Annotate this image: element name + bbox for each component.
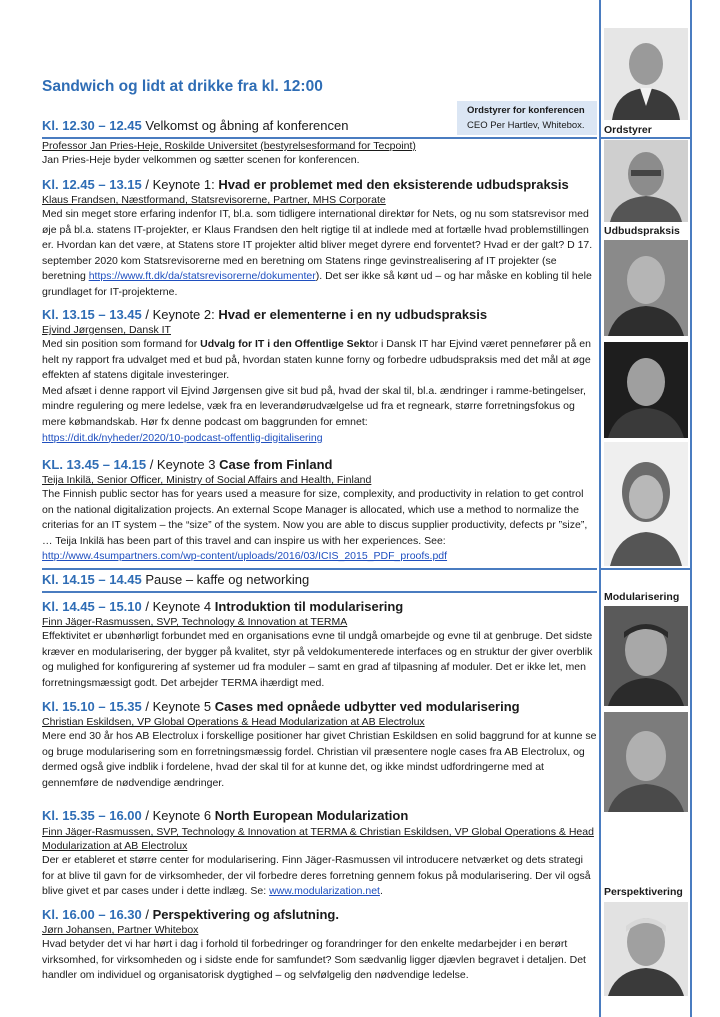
session-time: Kl. 16.00 – 16.30: [42, 907, 142, 922]
session-time: Kl. 12.30 – 12.45: [42, 118, 142, 133]
session-title: Hvad er elementerne i en ny udbudspraksis: [218, 307, 488, 322]
session-title: Introduktion til modularisering: [214, 599, 404, 614]
session-title: Cases med opnåede udbytter ved modularisering: [214, 699, 520, 714]
session-keynote-1: [42, 176, 597, 301]
sidebar-label-udbudspraksis: Udbudspraksis: [604, 225, 680, 237]
sidebar-divider: [599, 137, 690, 139]
sidebar-label-modularisering: Modularisering: [604, 591, 680, 603]
session-title: Velkomst og åbning af konferencen: [141, 118, 349, 133]
session-prefix: / Keynote 6: [141, 808, 215, 823]
moderator-name: CEO Per Hartlev, Whitebox.: [467, 120, 585, 131]
session-keynote-6: [42, 807, 597, 900]
session-keynote-4: [42, 598, 597, 691]
session-speaker: Jørn Johansen, Partner Whitebox: [42, 924, 199, 936]
session-closing: [42, 906, 597, 984]
sidebar-label-perspektivering: Perspektivering: [604, 886, 683, 898]
session-speaker: Klaus Frandsen, Næstformand, Statsrevisorerne, Partner, MHS Corporate: [42, 194, 386, 206]
session-title: North European Modularization: [214, 808, 409, 823]
session-prefix: / Keynote 3: [146, 457, 220, 472]
session-description: Mere end 30 år hos AB Electrolux i forskellige positioner har givet Christian Eskildsen en solid baggrund for at kunne se og bruge modularisering som en forretningsmæssig fordel. Christian vil præsentere nogle cases fra AB Electrolux, og dermed også give indblik i fordelene, hvad der skal til for at kunne det, og ikke mindst udfordringerne med at gennemføre de nødvendige ændringer.: [42, 730, 597, 789]
modularization-link[interactable]: www.modularization.net: [269, 885, 380, 898]
session-welcome: [42, 117, 597, 135]
session-speaker: Finn Jäger-Rasmussen, SVP, Technology & Innovation at TERMA & Christian Eskildsen, VP Global Operations & Head Modularization at AB Electrolux: [42, 826, 594, 852]
session-time: Kl. 13.15 – 13.45: [42, 307, 142, 322]
divider: [42, 137, 597, 139]
session-time: KL. 13.45 – 14.15: [42, 457, 147, 472]
portrait-keynote-3: [604, 442, 688, 566]
session-title: Hvad er problemet med den eksisterende udbudspraksis: [218, 177, 569, 192]
session-prefix: / Keynote 4: [141, 599, 215, 614]
session-speaker: Ejvind Jørgensen, Dansk IT: [42, 324, 171, 336]
session-title: Case from Finland: [219, 457, 333, 472]
portrait-moderator: [604, 28, 688, 120]
session-title: Perspektivering og afslutning.: [152, 907, 339, 922]
session-speaker: Christian Eskildsen, VP Global Operations & Head Modularization at AB Electrolux: [42, 716, 425, 728]
session-title: Pause – kaffe og networking: [141, 572, 310, 587]
lunch-heading: Sandwich og lidt at drikke fra kl. 12:00: [42, 78, 323, 95]
session-time: Kl. 15.10 – 15.35: [42, 699, 142, 714]
session-prefix: / Keynote 1:: [141, 177, 219, 192]
session-time: Kl. 15.35 – 16.00: [42, 808, 142, 823]
session-pause: [42, 571, 597, 589]
portrait-keynote-1: [604, 140, 688, 222]
session-keynote-3: [42, 456, 597, 565]
session-description: Effektivitet er ubønhørligt forbundet med en organisations evne til undgå omarbejde og evne til at genbruge. Det sidste kræver en modularisering, der bygger på kvalitet, styr på veldokumenterede interfaces og en struktur der giver overblik og mulighed for konfigurering af systemer ud fra moduler – samt en grad af tilpasning af moduler. Det er ikke let, men forretningsmæssigt godt. Det arbejder TERMA ihærdigt med.: [42, 630, 593, 689]
session-time: Kl. 14.45 – 15.10: [42, 599, 142, 614]
session-description: Der er etableret et større center for modularisering. Finn Jäger-Rasmussen vil introducere netværket og dets strategi for at blive til gavn for de virksomheder, der vil forbedre deres forretning gennem fokus på modularisering. Der vil også blive givet et par cases under i dette indlæg. Se: www.modularization.net.: [42, 854, 591, 898]
session-description: Med sin position som formand for Udvalg for IT i den Offentlige Sektor i Dansk IT har Ejvind været pennefører på en helt ny rapport fra udvalget med et bud på, hvordan staten kunne forny og forbedre udbudspraksis med det mål at øge effekten af statens digitale investeringer.: [42, 338, 591, 382]
portrait-keynote-2: [604, 240, 688, 336]
session-speaker: Professor Jan Pries-Heje, Roskilde Universitet (bestyrelsesformand for Tecpoint): [42, 140, 416, 152]
session-description: The Finnish public sector has for years used a measure for size, complexity, and productivity in relation to get control on the national digitalization projects. An external Scope Manager is allocated, which use a method to normalize the criterias for an IT system – the “size” of the system. Now you are able to discus supplier productivity, defects pr ”size”, … Teija Inkilä has been part of this travel and can inspire us with her experiences. See: http://www.4sumpartners.com/wp-content/uploads/2016/03/ICIS_2015_PDF_proofs.pdf: [42, 488, 588, 563]
sidebar-left-rule: [599, 0, 601, 1017]
session-time: Kl. 14.15 – 14.45: [42, 572, 142, 587]
session-speaker: Teija Inkilä, Senior Officer, Ministry of Social Affairs and Health, Finland: [42, 474, 372, 486]
beretning-link[interactable]: https://www.ft.dk/da/statsrevisorerne/dokumenter: [88, 270, 316, 283]
portrait-keynote-2b: [604, 342, 688, 438]
session-keynote-5: [42, 698, 597, 791]
session-description: Hvad betyder det vi har hørt i dag i forhold til forbedringer og forandringer for den enkelte medarbejder i en berørt virksomhed, for virksomheden og i sidste ende for samfundet? Som sædvanlig ligger djævlen begravet i detaljen. Det handler om individuel og organisatorisk dygtighed – og selvfølgelig den nødvendige ledelse.: [42, 938, 586, 982]
session-keynote-2: [42, 306, 597, 446]
portrait-closing: [604, 902, 688, 996]
session-description-2: Med afsæt i denne rapport vil Ejvind Jørgensen give sit bud på, hvad der skal til, bl.a. ændringer i ramme-betingelser, mindre regulering og mere ledelse, væk fra en leverandørudvælgelse ud fra et regneark, større forretningsfokus og mere købmandskab. Hør fx denne podcast om baggrunden for emnet:: [42, 384, 586, 428]
session-description: Jan Pries-Heje byder velkommen og sætter scenen for konferencen.: [42, 154, 360, 166]
session-description: Med sin meget store erfaring indenfor IT, bl.a. som tidligere international direktør for Nets, og nu som statsrevisor med øje på bl.a. statens IT-projekter, er Klaus Frandsen den helt rigtige til at indlede med at fortælle hvad problemstillingen er. Hvordan kan det være, at Statens store IT projekter altid bliver meget dyrere end forventet? Hvad er der galt? D 17. september 2020 kom Statsrevisorerne med en beretning om Statens ringe gevinstrealisering af IT projekter (se beretning https://www.ft.dk/da/statsrevisorerne/dokumenter). Det ser ikke så kønt ud – og har måske en kobling til hele grundlaget for IT-projekterne.: [42, 208, 593, 298]
session-prefix: / Keynote 5: [141, 699, 215, 714]
session-prefix: / Keynote 2:: [141, 307, 219, 322]
session-prefix: /: [141, 907, 153, 922]
moderator-title: Ordstyrer for konferencen: [467, 105, 585, 116]
sidebar-label-ordstyrer: Ordstyrer: [604, 124, 652, 136]
session-speaker: Finn Jäger-Rasmussen, SVP, Technology & Innovation at TERMA: [42, 616, 348, 628]
portrait-keynote-5: [604, 712, 688, 812]
divider: [42, 591, 597, 593]
session-time: Kl. 12.45 – 13.15: [42, 177, 142, 192]
paper-link[interactable]: http://www.4sumpartners.com/wp-content/uploads/2016/03/ICIS_2015_PDF_proofs.pdf: [42, 550, 448, 563]
sidebar-right-rule: [690, 0, 692, 1017]
sidebar-divider: [599, 568, 690, 570]
portrait-keynote-4: [604, 606, 688, 706]
podcast-link[interactable]: https://dit.dk/nyheder/2020/10-podcast-offentlig-digitalisering: [42, 431, 323, 444]
divider: [42, 568, 597, 570]
